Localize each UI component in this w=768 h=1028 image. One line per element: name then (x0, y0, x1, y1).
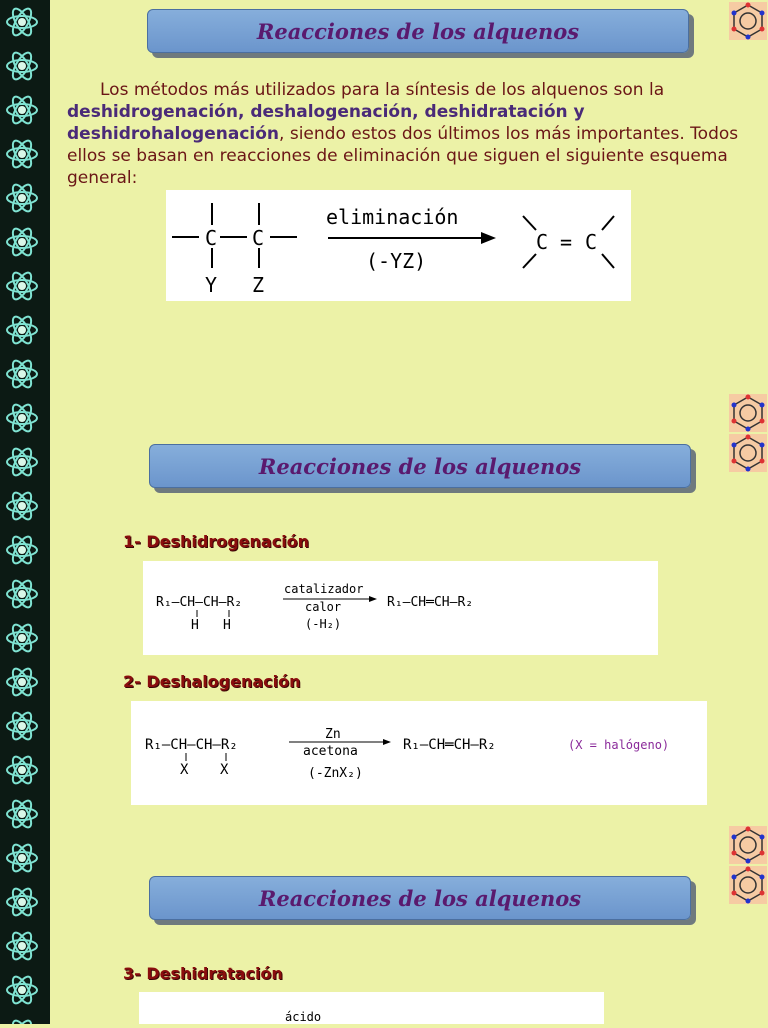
rx2-cond2: acetona (303, 744, 358, 759)
section-heading: 1- Deshidrogenación (123, 532, 310, 551)
section-heading: 2- Deshalogenación (123, 672, 301, 691)
scheme-z: Z (252, 273, 265, 297)
rx2-reactant: R₁—CH—CH—R₂ (145, 737, 238, 753)
rx1-cond1: catalizador (284, 582, 364, 596)
benzene-icon (729, 394, 767, 432)
rx2-note: (X = halógeno) (568, 738, 670, 752)
atom-icon (0, 0, 50, 1024)
reaction-box (131, 701, 707, 805)
reaction-box (139, 992, 604, 1024)
benzene-icon (729, 866, 767, 904)
rx2-cond1: Zn (325, 727, 341, 742)
rx1-cond2: calor (305, 600, 342, 614)
rx1-product: R₁—CH═CH—R₂ (387, 595, 474, 610)
scheme-arrow-top: eliminación (326, 205, 459, 229)
scheme-product-eq: = (560, 230, 573, 254)
scheme-c1: C (205, 226, 218, 250)
scheme-y: Y (205, 273, 218, 297)
banner-title: Reacciones de los alquenos (258, 885, 582, 911)
intro-bold-2: deshidrohalogenación (67, 124, 280, 144)
rx2-product: R₁—CH═CH—R₂ (403, 737, 496, 753)
rx1-reactant: R₁—CH—CH—R₂ (156, 595, 243, 610)
scheme-product-c1: C (536, 230, 549, 254)
section-banner (147, 9, 689, 53)
rx3-cond1: ácido (285, 1010, 322, 1024)
scheme-product-c2: C (585, 230, 598, 254)
intro-text-2: , siendo estos dos últimos los más importantes. Todos ellos se basan en reacciones de eliminación que siguen el siguiente esquema general: (67, 124, 739, 188)
rx1-sub-h1: H (191, 618, 199, 633)
banner-title: Reacciones de los alquenos (256, 18, 580, 44)
benzene-icon (729, 2, 767, 40)
reaction-box (143, 561, 658, 655)
atom-strip (0, 0, 50, 1024)
rx2-cond3: (-ZnX₂) (308, 766, 363, 781)
rx1-sub-h2: H (223, 618, 231, 633)
rx2-sub-x2: X (220, 762, 229, 778)
intro-bold-1: deshidrogenación, deshalogenación, deshidratación y (67, 102, 585, 122)
benzene-icon (729, 826, 767, 864)
banner-title: Reacciones de los alquenos (258, 453, 582, 479)
intro-text-1: Los métodos más utilizados para la síntesis de los alquenos son la (100, 80, 665, 100)
benzene-icon (729, 434, 767, 472)
scheme-c2: C (252, 226, 265, 250)
section-banner (149, 444, 691, 488)
elimination-scheme (166, 190, 631, 301)
intro-paragraph (67, 79, 747, 189)
rx1-cond3: (-H₂) (305, 617, 342, 631)
rx2-sub-x1: X (180, 762, 189, 778)
section-heading: 3- Deshidratación (123, 964, 283, 983)
section-banner (149, 876, 691, 920)
scheme-arrow-bottom: (-YZ) (366, 249, 427, 273)
